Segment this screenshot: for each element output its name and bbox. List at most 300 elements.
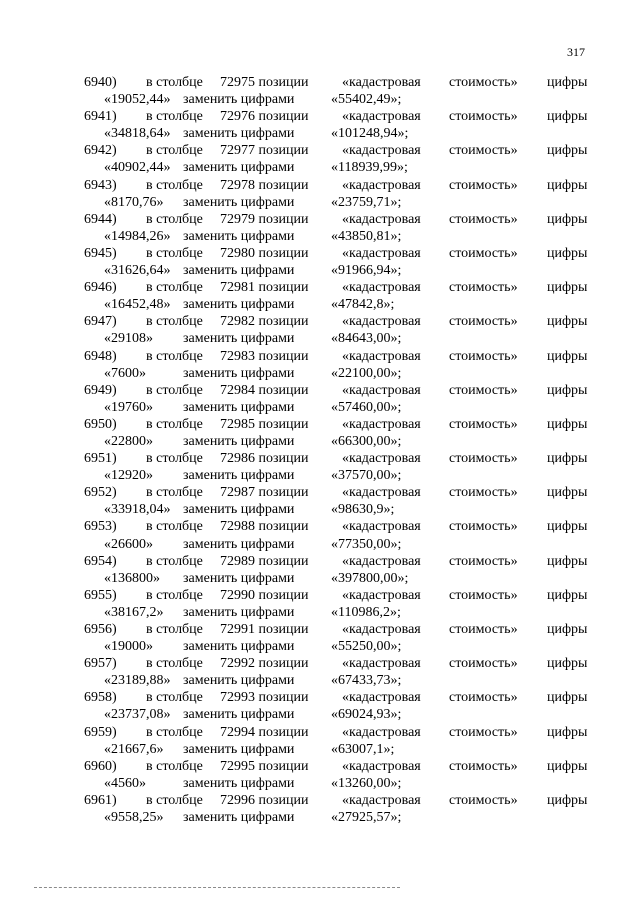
entry-number: 6959): [84, 724, 117, 740]
amendment-entry: [0, 792, 640, 826]
position-label: позиции: [258, 485, 309, 501]
value-label: стоимость»: [449, 211, 518, 227]
new-value: «98630,9»;: [331, 502, 395, 518]
entry-number: 6948): [84, 348, 117, 364]
entry-number: 6954): [84, 553, 117, 569]
amendment-entry: [0, 279, 640, 313]
position-label: позиции: [258, 75, 309, 90]
replace-label: заменить цифрами: [183, 639, 295, 655]
old-value: «136800»: [104, 570, 160, 586]
position-label: позиции: [258, 177, 309, 193]
replace-label: заменить цифрами: [183, 468, 295, 484]
old-value: «19760»: [104, 399, 153, 415]
amendment-entry: [0, 518, 640, 552]
entry-number: 6944): [84, 211, 117, 227]
entry-line-1: [0, 724, 640, 741]
old-value: «7600»: [104, 365, 146, 381]
entry-line-2: [0, 638, 640, 655]
old-value: «34818,64»: [104, 126, 171, 142]
position-number: 72989: [220, 553, 255, 569]
position-ref: [220, 621, 309, 638]
new-value: «13260,00»;: [331, 775, 402, 791]
entry-line-2: [0, 672, 640, 689]
position-label: позиции: [258, 348, 309, 364]
position-label: позиции: [258, 519, 309, 535]
digits-label: цифры: [547, 519, 588, 535]
in-column-label: в столбце: [146, 758, 203, 774]
new-value: «23759,71»;: [331, 194, 402, 210]
entry-line-2: [0, 296, 640, 313]
value-label: стоимость»: [449, 553, 518, 569]
in-column-label: в столбце: [146, 792, 203, 808]
value-label: стоимость»: [449, 519, 518, 535]
digits-label: цифры: [547, 109, 588, 125]
value-label: стоимость»: [449, 177, 518, 193]
replace-label: заменить цифрами: [183, 673, 295, 689]
digits-label: цифры: [547, 348, 588, 364]
position-number: 72996: [220, 792, 255, 808]
amendment-entry: [0, 211, 640, 245]
digits-label: цифры: [547, 656, 588, 672]
entry-line-1: [0, 621, 640, 638]
in-column-label: в столбце: [146, 724, 203, 740]
digits-label: цифры: [547, 211, 588, 227]
old-value: «19052,44»: [104, 92, 171, 108]
value-label: стоимость»: [449, 622, 518, 637]
cadastral-label: «кадастровая: [342, 792, 421, 808]
entry-number: 6951): [84, 451, 117, 467]
position-label: позиции: [258, 416, 309, 432]
new-value: «91966,94»;: [331, 263, 402, 279]
position-ref: [220, 518, 309, 535]
amendment-entry: [0, 245, 640, 279]
entry-line-2: [0, 604, 640, 621]
replace-label: заменить цифрами: [183, 399, 295, 415]
old-value: «33918,04»: [104, 502, 171, 518]
digits-label: цифры: [547, 177, 588, 193]
amendment-entry: [0, 382, 640, 416]
position-number: 72990: [220, 587, 255, 603]
in-column-label: в столбце: [146, 553, 203, 569]
entry-line-1: [0, 211, 640, 228]
position-ref: [220, 655, 309, 672]
position-ref: [220, 313, 309, 330]
position-number: 72983: [220, 348, 255, 364]
entry-line-2: [0, 775, 640, 792]
entry-line-2: [0, 809, 640, 826]
entry-line-2: [0, 467, 640, 484]
position-ref: [220, 450, 309, 467]
digits-label: цифры: [547, 553, 588, 569]
in-column-label: в столбце: [146, 587, 203, 603]
new-value: «47842,8»;: [331, 297, 395, 313]
entry-line-1: [0, 313, 640, 330]
cadastral-label: «кадастровая: [342, 485, 421, 501]
entry-number: 6950): [84, 416, 117, 432]
position-ref: [220, 724, 309, 741]
position-ref: [220, 553, 309, 570]
entry-line-1: [0, 382, 640, 399]
value-label: стоимость»: [449, 280, 518, 296]
replace-label: заменить цифрами: [183, 160, 295, 176]
in-column-label: в столбце: [146, 211, 203, 227]
position-ref: [220, 758, 309, 775]
value-label: стоимость»: [449, 314, 518, 330]
entry-line-2: [0, 228, 640, 245]
position-ref: [220, 177, 309, 194]
new-value: «84643,00»;: [331, 331, 402, 347]
old-value: «12920»: [104, 468, 153, 484]
entry-line-1: [0, 792, 640, 809]
digits-label: цифры: [547, 382, 588, 398]
position-label: позиции: [258, 109, 309, 125]
value-label: стоимость»: [449, 792, 518, 808]
position-label: позиции: [258, 622, 309, 637]
in-column-label: в столбце: [146, 245, 203, 261]
in-column-label: в столбце: [146, 656, 203, 672]
cadastral-label: «кадастровая: [342, 690, 421, 706]
entry-line-2: [0, 536, 640, 553]
cadastral-label: «кадастровая: [342, 314, 421, 330]
amendment-entry: [0, 724, 640, 758]
old-value: «40902,44»: [104, 160, 171, 176]
entry-number: 6940): [84, 75, 117, 90]
entry-line-1: [0, 245, 640, 262]
value-label: стоимость»: [449, 75, 518, 90]
amendment-entry: [0, 108, 640, 142]
position-ref: [220, 792, 309, 809]
entry-line-2: [0, 706, 640, 723]
value-label: стоимость»: [449, 587, 518, 603]
entry-number: 6945): [84, 245, 117, 261]
entry-number: 6949): [84, 382, 117, 398]
replace-label: заменить цифрами: [183, 433, 295, 449]
position-label: позиции: [258, 451, 309, 467]
new-value: «397800,00»;: [331, 570, 409, 586]
entry-number: 6946): [84, 280, 117, 296]
value-label: стоимость»: [449, 656, 518, 672]
position-label: позиции: [258, 553, 309, 569]
entry-line-2: [0, 433, 640, 450]
position-label: позиции: [258, 211, 309, 227]
entry-number: 6941): [84, 109, 117, 125]
old-value: «21667,6»: [104, 741, 164, 757]
entry-line-2: [0, 741, 640, 758]
in-column-label: в столбце: [146, 451, 203, 467]
old-value: «23189,88»: [104, 673, 171, 689]
position-label: позиции: [258, 143, 309, 159]
digits-label: цифры: [547, 75, 588, 90]
replace-label: заменить цифрами: [183, 194, 295, 210]
replace-label: заменить цифрами: [183, 297, 295, 313]
digits-label: цифры: [547, 280, 588, 296]
entry-line-2: [0, 399, 640, 416]
digits-label: цифры: [547, 724, 588, 740]
cadastral-label: «кадастровая: [342, 245, 421, 261]
replace-label: заменить цифрами: [183, 775, 295, 791]
entry-line-1: [0, 758, 640, 775]
cadastral-label: «кадастровая: [342, 451, 421, 467]
cadastral-label: «кадастровая: [342, 758, 421, 774]
old-value: «4560»: [104, 775, 146, 791]
entry-line-1: [0, 108, 640, 125]
position-ref: [220, 348, 309, 365]
amendment-entry: [0, 484, 640, 518]
entry-line-1: [0, 177, 640, 194]
replace-label: заменить цифрами: [183, 331, 295, 347]
value-label: стоимость»: [449, 348, 518, 364]
old-value: «8170,76»: [104, 194, 164, 210]
position-number: 72988: [220, 519, 255, 535]
position-label: позиции: [258, 587, 309, 603]
position-label: позиции: [258, 245, 309, 261]
position-label: позиции: [258, 792, 309, 808]
new-value: «55250,00»;: [331, 639, 402, 655]
replace-label: заменить цифрами: [183, 536, 295, 552]
position-ref: [220, 689, 309, 706]
entry-number: 6943): [84, 177, 117, 193]
digits-label: цифры: [547, 451, 588, 467]
replace-label: заменить цифрами: [183, 92, 295, 108]
amendment-list: [0, 74, 640, 826]
digits-label: цифры: [547, 245, 588, 261]
position-ref: [220, 484, 309, 501]
entry-line-1: [0, 142, 640, 159]
position-number: 72992: [220, 656, 255, 672]
new-value: «67433,73»;: [331, 673, 402, 689]
entry-line-1: [0, 518, 640, 535]
value-label: стоимость»: [449, 143, 518, 159]
in-column-label: в столбце: [146, 348, 203, 364]
amendment-entry: [0, 587, 640, 621]
value-label: стоимость»: [449, 245, 518, 261]
old-value: «23737,08»: [104, 707, 171, 723]
amendment-entry: [0, 416, 640, 450]
position-number: 72979: [220, 211, 255, 227]
cadastral-label: «кадастровая: [342, 656, 421, 672]
position-number: 72982: [220, 314, 255, 330]
digits-label: цифры: [547, 416, 588, 432]
position-label: позиции: [258, 724, 309, 740]
digits-label: цифры: [547, 587, 588, 603]
amendment-entry: [0, 450, 640, 484]
replace-label: заменить цифрами: [183, 810, 295, 826]
position-number: 72976: [220, 109, 255, 125]
entry-number: 6960): [84, 758, 117, 774]
cadastral-label: «кадастровая: [342, 553, 421, 569]
position-number: 72995: [220, 758, 255, 774]
entry-number: 6952): [84, 485, 117, 501]
new-value: «101248,94»;: [331, 126, 409, 142]
in-column-label: в столбце: [146, 416, 203, 432]
new-value: «27925,57»;: [331, 810, 402, 826]
position-ref: [220, 74, 309, 91]
cadastral-label: «кадастровая: [342, 416, 421, 432]
replace-label: заменить цифрами: [183, 126, 295, 142]
old-value: «29108»: [104, 331, 153, 347]
position-number: 72993: [220, 690, 255, 706]
position-number: 72981: [220, 280, 255, 296]
replace-label: заменить цифрами: [183, 365, 295, 381]
digits-label: цифры: [547, 690, 588, 706]
cadastral-label: «кадастровая: [342, 280, 421, 296]
entry-line-2: [0, 91, 640, 108]
cadastral-label: «кадастровая: [342, 382, 421, 398]
in-column-label: в столбце: [146, 519, 203, 535]
position-ref: [220, 279, 309, 296]
cadastral-label: «кадастровая: [342, 519, 421, 535]
entry-line-1: [0, 553, 640, 570]
cadastral-label: «кадастровая: [342, 75, 421, 90]
entry-number: 6947): [84, 314, 117, 330]
entry-line-2: [0, 330, 640, 347]
cadastral-label: «кадастровая: [342, 348, 421, 364]
position-number: 72994: [220, 724, 255, 740]
new-value: «77350,00»;: [331, 536, 402, 552]
position-number: 72987: [220, 485, 255, 501]
entry-number: 6957): [84, 656, 117, 672]
digits-label: цифры: [547, 622, 588, 637]
digits-label: цифры: [547, 485, 588, 501]
entry-line-2: [0, 570, 640, 587]
entry-number: 6953): [84, 519, 117, 535]
position-ref: [220, 108, 309, 125]
new-value: «118939,99»;: [331, 160, 408, 176]
cadastral-label: «кадастровая: [342, 622, 421, 637]
entry-line-2: [0, 159, 640, 176]
page-number: 317: [567, 45, 585, 59]
new-value: «57460,00»;: [331, 399, 402, 415]
in-column-label: в столбце: [146, 622, 203, 637]
digits-label: цифры: [547, 792, 588, 808]
entry-line-1: [0, 450, 640, 467]
digits-label: цифры: [547, 143, 588, 159]
position-number: 72980: [220, 245, 255, 261]
position-number: 72991: [220, 622, 255, 637]
old-value: «19000»: [104, 639, 153, 655]
position-number: 72977: [220, 143, 255, 159]
value-label: стоимость»: [449, 416, 518, 432]
in-column-label: в столбце: [146, 485, 203, 501]
digits-label: цифры: [547, 314, 588, 330]
new-value: «66300,00»;: [331, 433, 402, 449]
entry-line-1: [0, 416, 640, 433]
entry-line-2: [0, 125, 640, 142]
value-label: стоимость»: [449, 690, 518, 706]
in-column-label: в столбце: [146, 177, 203, 193]
amendment-entry: [0, 74, 640, 108]
entry-line-1: [0, 484, 640, 501]
replace-label: заменить цифрами: [183, 263, 295, 279]
entry-line-1: [0, 689, 640, 706]
footer-divider: [34, 887, 400, 888]
entry-line-1: [0, 279, 640, 296]
replace-label: заменить цифрами: [183, 228, 295, 244]
old-value: «9558,25»: [104, 810, 164, 826]
position-label: позиции: [258, 382, 309, 398]
old-value: «22800»: [104, 433, 153, 449]
cadastral-label: «кадастровая: [342, 143, 421, 159]
cadastral-label: «кадастровая: [342, 109, 421, 125]
position-number: 72975: [220, 75, 255, 90]
entry-line-2: [0, 194, 640, 211]
in-column-label: в столбце: [146, 382, 203, 398]
new-value: «37570,00»;: [331, 468, 402, 484]
position-number: 72986: [220, 451, 255, 467]
new-value: «43850,81»;: [331, 228, 402, 244]
entry-number: 6958): [84, 690, 117, 706]
in-column-label: в столбце: [146, 143, 203, 159]
entry-line-2: [0, 262, 640, 279]
replace-label: заменить цифрами: [183, 741, 295, 757]
position-label: позиции: [258, 280, 309, 296]
in-column-label: в столбце: [146, 690, 203, 706]
in-column-label: в столбце: [146, 314, 203, 330]
entry-line-1: [0, 655, 640, 672]
value-label: стоимость»: [449, 724, 518, 740]
entry-line-1: [0, 348, 640, 365]
position-ref: [220, 382, 309, 399]
old-value: «26600»: [104, 536, 153, 552]
position-ref: [220, 587, 309, 604]
position-label: позиции: [258, 690, 309, 706]
amendment-entry: [0, 142, 640, 176]
position-label: позиции: [258, 314, 309, 330]
value-label: стоимость»: [449, 451, 518, 467]
value-label: стоимость»: [449, 485, 518, 501]
old-value: «16452,48»: [104, 297, 171, 313]
in-column-label: в столбце: [146, 75, 203, 90]
amendment-entry: [0, 348, 640, 382]
position-ref: [220, 245, 309, 262]
amendment-entry: [0, 177, 640, 211]
position-number: 72985: [220, 416, 255, 432]
position-number: 72984: [220, 382, 255, 398]
amendment-entry: [0, 621, 640, 655]
amendment-entry: [0, 655, 640, 689]
amendment-entry: [0, 553, 640, 587]
amendment-entry: [0, 758, 640, 792]
entry-line-2: [0, 501, 640, 518]
new-value: «63007,1»;: [331, 741, 395, 757]
value-label: стоимость»: [449, 109, 518, 125]
amendment-entry: [0, 313, 640, 347]
cadastral-label: «кадастровая: [342, 724, 421, 740]
position-ref: [220, 211, 309, 228]
entry-number: 6961): [84, 792, 117, 808]
new-value: «22100,00»;: [331, 365, 402, 381]
entry-number: 6956): [84, 622, 117, 637]
in-column-label: в столбце: [146, 280, 203, 296]
position-ref: [220, 142, 309, 159]
value-label: стоимость»: [449, 382, 518, 398]
new-value: «69024,93»;: [331, 707, 402, 723]
position-label: позиции: [258, 758, 309, 774]
old-value: «14984,26»: [104, 228, 171, 244]
replace-label: заменить цифрами: [183, 502, 295, 518]
entry-line-1: [0, 587, 640, 604]
cadastral-label: «кадастровая: [342, 587, 421, 603]
cadastral-label: «кадастровая: [342, 177, 421, 193]
value-label: стоимость»: [449, 758, 518, 774]
cadastral-label: «кадастровая: [342, 211, 421, 227]
entry-line-2: [0, 365, 640, 382]
digits-label: цифры: [547, 758, 588, 774]
entry-line-1: [0, 74, 640, 91]
replace-label: заменить цифрами: [183, 570, 295, 586]
entry-number: 6942): [84, 143, 117, 159]
old-value: «38167,2»: [104, 604, 164, 620]
